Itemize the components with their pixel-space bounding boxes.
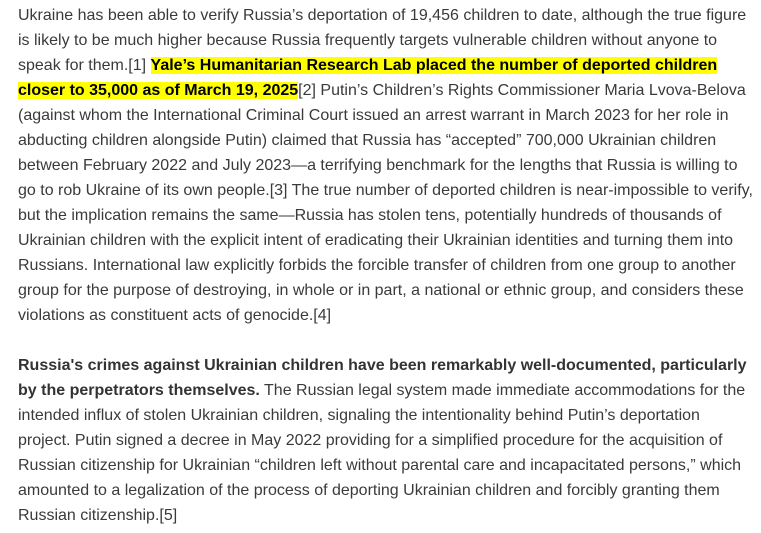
paragraph-text: The true number of deported children is near-impossible to verify, but the implication remains the same—Russia has stolen tens, potentially hundreds of thousands of Ukrainian children with the explicit intent of eradicating their Ukrainian identities and turning them into Russians. International law explicitly forbids the forcible transfer of children from one group to another group for the purpose of destroying, in whole or in part, a national or ethnic group, and considers these violations as constituent acts of genocide. (18, 182, 753, 324)
footnote-link-1[interactable]: [1] (128, 57, 147, 74)
footnote-link-4[interactable]: [4] (313, 307, 332, 324)
paragraph-lead-bold: Russia's crimes against Ukrainian children have been remarkably well-documented, particularly by the perpetrators themselves. (18, 357, 747, 399)
article-body (18, 3, 756, 528)
footnote-link-2[interactable]: [2] (298, 82, 316, 99)
highlighted-text: Yale’s Humanitarian Research Lab placed the number of deported children closer to 35,000 as of March 19, 2025 (18, 57, 718, 99)
paragraph-text: The Russian legal system made immediate accommodations for the intended influx of stolen Ukrainian children, signaling the intentionality behind Putin’s deportation project. Putin signed a decree in May 2022 providing for a simplified procedure for the acquisition of Russian citizenship for Ukrainian “children left without parental care and incapacitated persons,” which amounted to a legalization of the process of deporting Ukrainian children and forcibly granting them Russian citizenship. (18, 382, 746, 524)
footnote-link-3[interactable]: [3] (269, 182, 288, 199)
paragraph-text: Ukraine has been able to verify Russia’s deportation of 19,456 children to date, although the true figure is likely to be much higher because Russia frequently targets vulnerable children without anyone to speak for them. (18, 7, 747, 74)
paragraph-documented-crimes (18, 353, 756, 528)
paragraph-deportation-figures (18, 3, 756, 328)
paragraph-text: Putin’s Children’s Rights Commissioner Maria Lvova-Belova (against whom the International Criminal Court issued an arrest warrant in March 2023 for her role in abducting children alongside Putin) claimed that Russia has “accepted” 700,000 Ukrainian children between February 2022 and July 2023—a terrifying benchmark for the lengths that Russia is willing to go to rob Ukraine of its own people. (18, 82, 746, 199)
footnote-link-5[interactable]: [5] (159, 507, 178, 524)
